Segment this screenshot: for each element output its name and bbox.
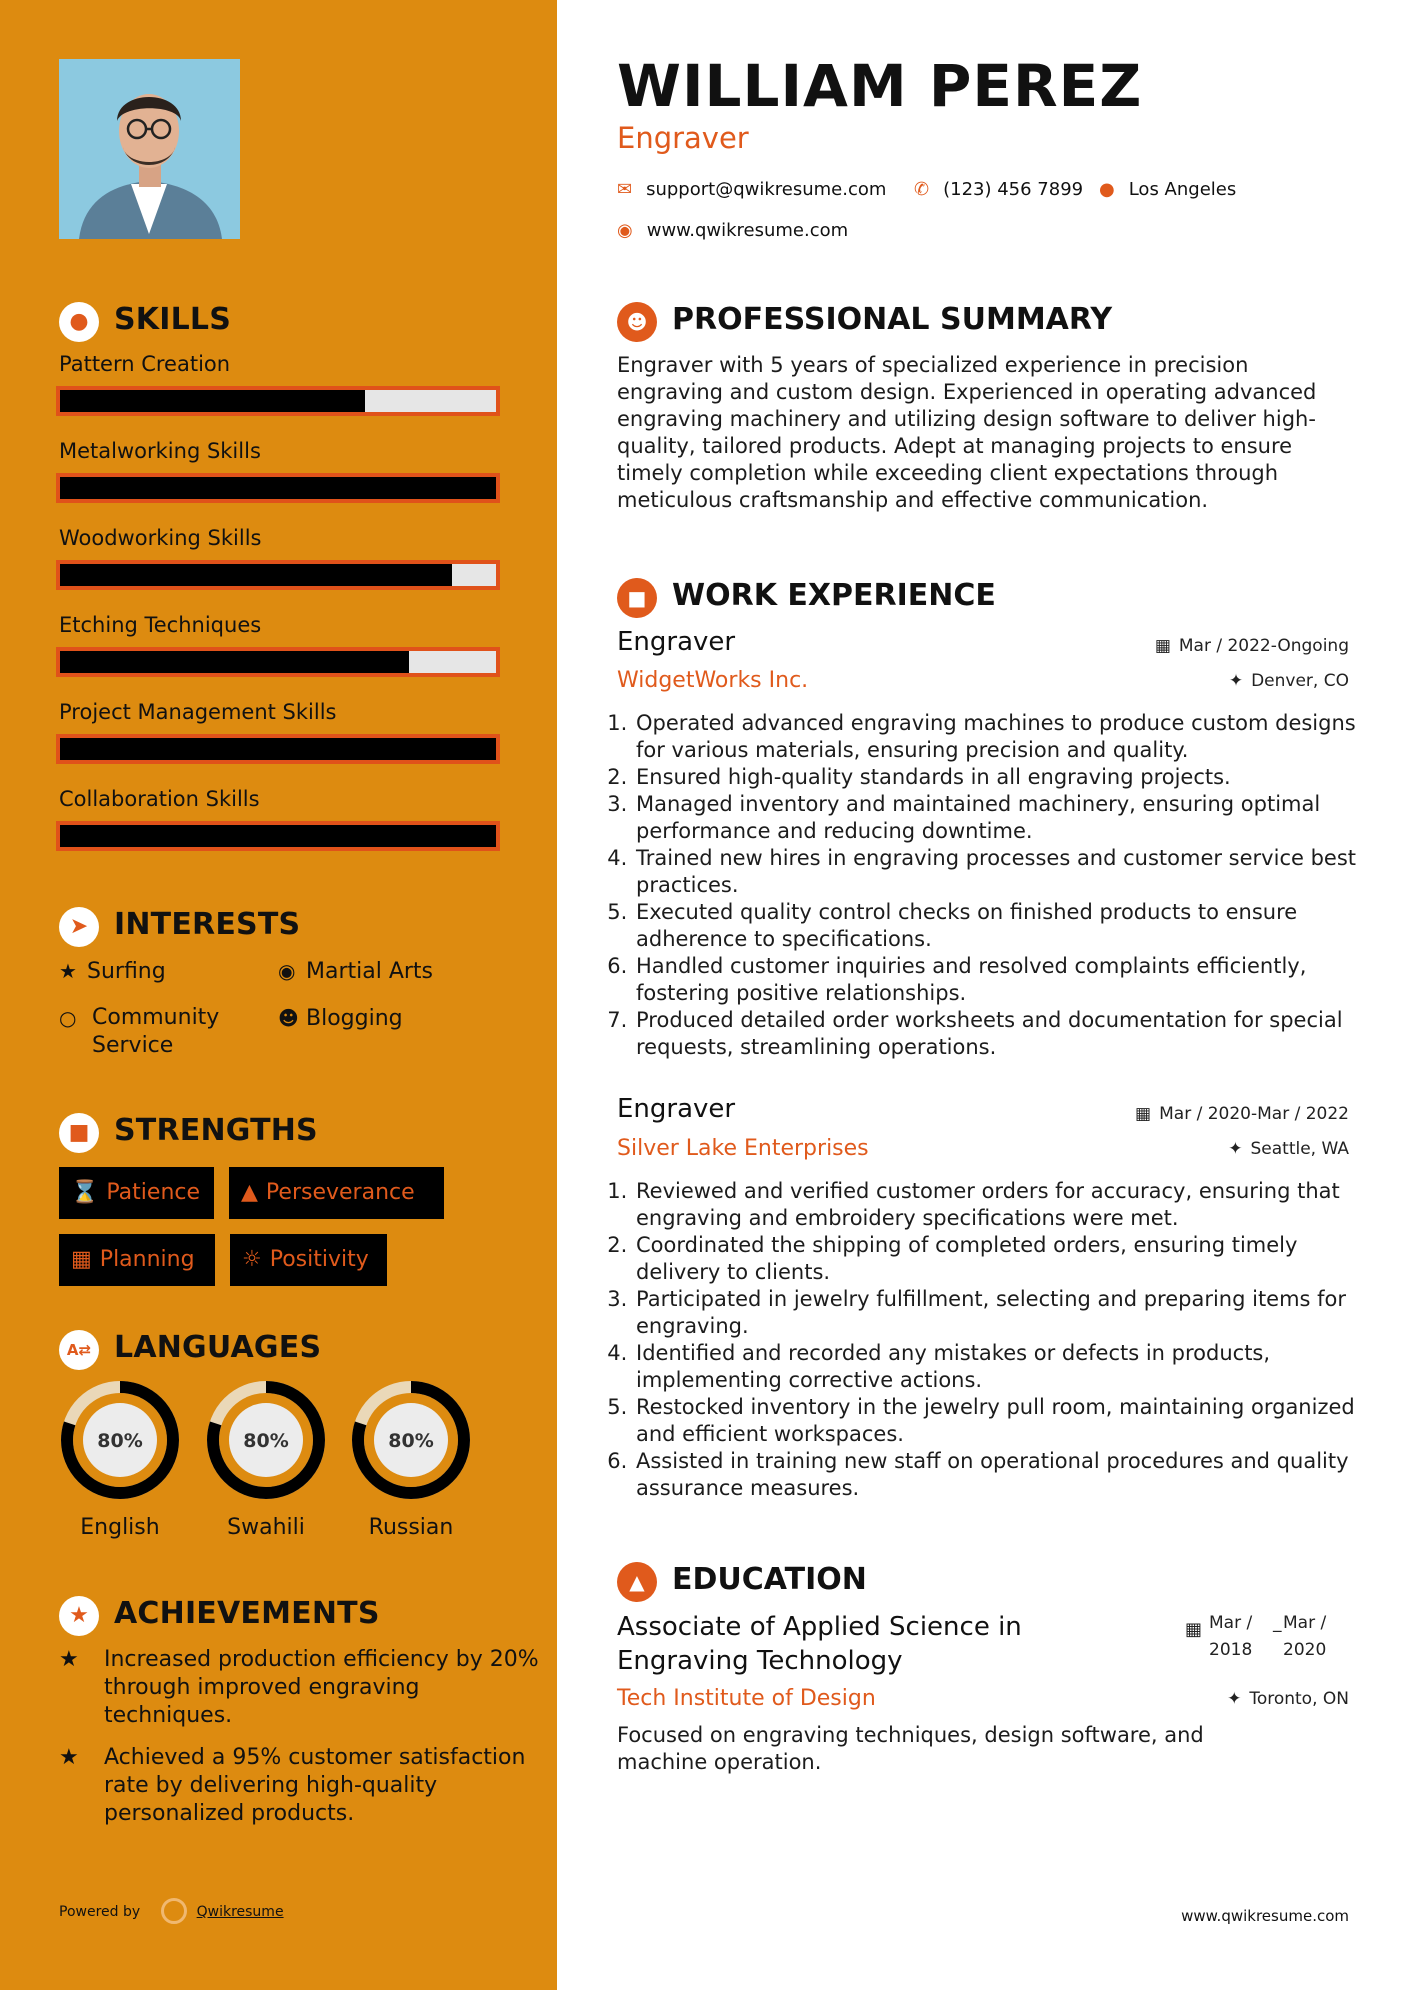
- interest-item: ◉ Martial Arts: [278, 959, 434, 984]
- interest-item: ○ Community Service: [59, 1005, 220, 1058]
- skill-label: Project Management Skills: [59, 700, 337, 724]
- skill-bar-fill: [60, 477, 496, 499]
- star-icon: ★: [59, 1745, 79, 1770]
- contact-email[interactable]: ✉ support@qwikresume.com: [617, 179, 887, 200]
- list-item: 1. Operated advanced engraving machines to produce custom designs for various materials, ensuring precision and quality.: [634, 710, 1379, 764]
- strength-badge: ▦ Planning: [59, 1234, 215, 1286]
- briefcase-icon: ■: [617, 578, 657, 618]
- sidebar: [0, 0, 557, 1990]
- list-item: 6. Handled customer inquiries and resolved complaints efficiently, fostering positive relationships.: [634, 953, 1379, 1007]
- interest-item: ★ Surfing: [59, 959, 166, 984]
- skill-label: Woodworking Skills: [59, 526, 262, 550]
- experience-title: WORK EXPERIENCE: [672, 578, 996, 613]
- calendar-icon: ▦: [71, 1247, 92, 1272]
- list-item: 6. Assisted in training new staff on operational procedures and quality assurance measures.: [634, 1448, 1379, 1502]
- education-location: ✦ Toronto, ON: [1227, 1689, 1349, 1709]
- powered-by-link[interactable]: Qwikresume: [196, 1904, 284, 1920]
- language-percent: 80%: [243, 1430, 289, 1452]
- star-icon: ★: [59, 1647, 79, 1672]
- skill-bar-fill: [60, 825, 496, 847]
- job-title: Engraver: [617, 627, 736, 657]
- candidate-role: Engraver: [617, 121, 749, 155]
- skill-label: Collaboration Skills: [59, 787, 260, 811]
- pin-icon: ✦: [1228, 1139, 1243, 1159]
- job-title: Engraver: [617, 1094, 736, 1124]
- skill-bar: [56, 647, 500, 677]
- language-ring: [59, 1379, 181, 1501]
- skill-label: Pattern Creation: [59, 352, 231, 376]
- skill-bar: [56, 734, 500, 764]
- job-company: Silver Lake Enterprises: [617, 1136, 869, 1161]
- achievements-title: ACHIEVEMENTS: [114, 1596, 380, 1631]
- globe-icon: ◉: [617, 220, 633, 241]
- list-item: 5. Restocked inventory in the jewelry pull room, maintaining organized and efficient workspaces.: [634, 1394, 1379, 1448]
- calendar-icon: ▦: [1185, 1619, 1203, 1640]
- fist-icon: ■: [59, 1113, 99, 1153]
- date-separator: _: [1273, 1613, 1282, 1633]
- achievement-item: ★ Increased production efficiency by 20% through improved engraving techniques.: [59, 1647, 539, 1728]
- lightbulb-icon: ●: [59, 302, 99, 342]
- education-end: Mar / 2020: [1283, 1613, 1327, 1660]
- calendar-icon: ▦: [1135, 1104, 1152, 1124]
- graduation-cap-icon: ▲: [617, 1562, 657, 1602]
- strength-badge: ▲ Perseverance: [229, 1167, 444, 1219]
- list-item: 3. Managed inventory and maintained machinery, ensuring optimal performance and reducing downtime.: [634, 791, 1379, 845]
- skill-bar: [56, 386, 500, 416]
- skill-bar-fill: [60, 651, 409, 673]
- language-percent: 80%: [97, 1430, 143, 1452]
- skill-bar: [56, 473, 500, 503]
- list-item: 7. Produced detailed order worksheets and documentation for special requests, streamlining operations.: [634, 1007, 1379, 1061]
- footer-website[interactable]: www.qwikresume.com: [1181, 1907, 1349, 1925]
- education-description: Focused on engraving techniques, design software, and machine operation.: [617, 1723, 1204, 1774]
- road-icon: ▲: [241, 1180, 258, 1205]
- sun-icon: ☼: [242, 1247, 262, 1272]
- skill-label: Etching Techniques: [59, 613, 262, 637]
- skill-label: Metalworking Skills: [59, 439, 261, 463]
- job-company: WidgetWorks Inc.: [617, 668, 809, 693]
- language-name: Russian: [368, 1515, 454, 1540]
- education-school: Tech Institute of Design: [617, 1686, 876, 1711]
- calendar-icon: ▦: [1154, 636, 1171, 656]
- job-duties: [617, 710, 1379, 1061]
- user-icon: ☻: [617, 302, 657, 342]
- strength-badge: ⌛ Patience: [59, 1167, 214, 1219]
- interest-item: ☻ Blogging: [278, 1006, 403, 1031]
- strength-badge: ☼ Positivity: [230, 1234, 387, 1286]
- contact-phone[interactable]: ✆ (123) 456 7899: [914, 179, 1084, 200]
- job-location: ✦ Seattle, WA: [1228, 1139, 1349, 1159]
- skill-bar-fill: [60, 390, 365, 412]
- education-degree: Associate of Applied Science in Engraving Technology: [617, 1612, 1022, 1676]
- skill-bar: [56, 560, 500, 590]
- list-item: 2. Coordinated the shipping of completed orders, ensuring timely delivery to clients.: [634, 1232, 1379, 1286]
- award-icon: ★: [59, 1596, 99, 1636]
- skills-title: SKILLS: [114, 302, 232, 337]
- job-dates: ▦ Mar / 2022-Ongoing: [1154, 636, 1349, 656]
- profile-photo: [59, 59, 240, 239]
- contact-website[interactable]: ◉ www.qwikresume.com: [617, 220, 849, 241]
- language-ring: [205, 1379, 327, 1501]
- list-item: 4. Trained new hires in engraving processes and customer service best practices.: [634, 845, 1379, 899]
- hand-icon: ○: [59, 1006, 77, 1030]
- language-ring: [350, 1379, 472, 1501]
- paper-plane-icon: ➤: [59, 907, 99, 947]
- pin-icon: ✦: [1227, 1689, 1242, 1709]
- education-title: EDUCATION: [672, 1562, 867, 1597]
- candidate-name: WILLIAM PEREZ: [617, 52, 1143, 120]
- phone-icon: ✆: [914, 179, 930, 200]
- list-item: 1. Reviewed and verified customer orders for accuracy, ensuring that engraving and embroidery specifications were met.: [634, 1178, 1379, 1232]
- globe-icon: ◉: [278, 959, 296, 983]
- list-item: 4. Identified and recorded any mistakes or defects in products, implementing corrective actions.: [634, 1340, 1379, 1394]
- skill-bar-fill: [60, 738, 496, 760]
- main-content: [557, 0, 1407, 1990]
- achievement-item: ★ Achieved a 95% customer satisfaction rate by delivering high-quality personalized products.: [59, 1745, 526, 1826]
- list-item: 3. Participated in jewelry fulfillment, selecting and preparing items for engraving.: [634, 1286, 1379, 1340]
- users-icon: ☻: [278, 1006, 299, 1030]
- strengths-title: STRENGTHS: [114, 1113, 318, 1148]
- qwikresume-logo-icon: [161, 1898, 187, 1924]
- language-name: English: [80, 1515, 160, 1540]
- job-location: ✦ Denver, CO: [1228, 671, 1349, 691]
- star-icon: ★: [59, 959, 77, 983]
- hourglass-icon: ⌛: [71, 1180, 99, 1205]
- languages-title: LANGUAGES: [114, 1330, 322, 1365]
- contact-location: ● Los Angeles: [1099, 179, 1237, 200]
- education-start: Mar / 2018: [1209, 1613, 1253, 1660]
- skill-bar-fill: [60, 564, 452, 586]
- pin-icon: ✦: [1228, 671, 1244, 691]
- powered-by-label: Powered by: [59, 1904, 141, 1920]
- language-icon: A⇄: [59, 1330, 99, 1370]
- interests-title: INTERESTS: [114, 907, 301, 942]
- language-name: Swahili: [227, 1515, 305, 1540]
- powered-by: [59, 1904, 284, 1920]
- job-duties: [617, 1178, 1379, 1502]
- list-item: 5. Executed quality control checks on finished products to ensure adherence to specifications.: [634, 899, 1379, 953]
- envelope-icon: ✉: [617, 179, 633, 200]
- language-percent: 80%: [388, 1430, 434, 1452]
- list-item: 2. Ensured high-quality standards in all engraving projects.: [634, 764, 1379, 791]
- summary-text: Engraver with 5 years of specialized experience in precision engraving and custom design. Experienced in operating advanced engraving machinery and utilizing design software to deliver high-quality, tailored products. Adept at managing projects to ensure timely completion while exceeding client expectations through meticulous craftsmanship and effective communication.: [617, 353, 1317, 512]
- summary-title: PROFESSIONAL SUMMARY: [672, 302, 1113, 337]
- job-dates: ▦ Mar / 2020-Mar / 2022: [1135, 1104, 1349, 1124]
- skill-bar: [56, 821, 500, 851]
- map-pin-icon: ●: [1099, 179, 1115, 200]
